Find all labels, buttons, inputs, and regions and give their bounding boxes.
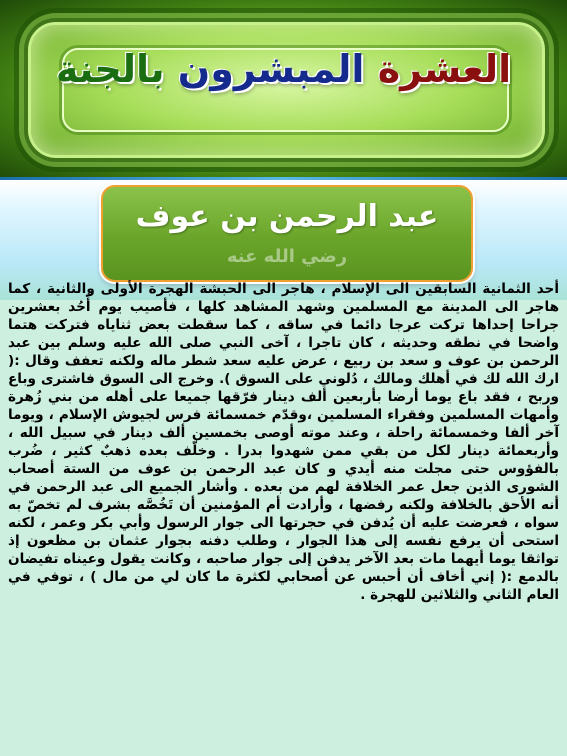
title-word-1: العشرة: [377, 47, 512, 91]
title-word-2: المبشرون: [177, 47, 365, 91]
header-banner: [0, 0, 567, 180]
companion-name: عبد الرحمن بن عوف: [135, 199, 439, 234]
biography-text: أحد الثمانية السابقين الى الإسلام ، هاجر الى الحبشة الهجرة الأولى والثانية ، كما هاجر الى المدينة مع المسلمين وشهد المشاهد كلها ، فأصيب يوم أُحُد بعشرين جراحا إحداها تركت عرجا دائما في ساقه ، كما سقطت بعض ثناياه فتركت هتما واضحا في نطقه وحديثه ، كان تاجرا ، آخى النبي صلى الله عليه وسلم بين عبد الرحمن بن عوف و سعد بن ربيع ، عرض عليه سعد شطر ماله ولكنه تعفف وقال :( ارك الله لك في أهلك ومالك ، دُلوني على السوق ). وخرج الى السوق فاشترى وباع وربح ، فقد باع يوما أرضا بأربعين ألف دينار فرّقها جميعا على أهله من بني زُهرة وأمهات المسلمين وفقراء المسلمين ،وقدّم خمسمائة فرس لجيوش الإسلام ، ويوما آخر ألفا وخمسمائة راحلة ، وعند موته أوصى بخمسين ألف دينار في سبيل الله ، وأربعمائة دينار لكل من بقي ممن شهدوا بدرا . وخلّف بعده ذهبٌ كثير ، ضُرب بالفؤوس حتى مجلت منه أيدي و كان عبد الرحمن بن عوف من الستة أصحاب الشورى الذين جعل عمر الخلافة لهم من بعده . وأشار الجميع الى عبد الرحمن في أنه الأحق بالخلافة ولكنه رفضها ، وأرادت أم المؤمنين أن تَخُصَّه بشرف لم تخصّ به سواه ، فعرضت عليه أن يُدفن في حجرتها الى جوار الرسول وأبي بكر وعمر ، لكنه استحى أن يرفع نفسه إلى هذا الجوار ، وطلب دفنه بجوار عثمان بن مظعون إذ تواثقا يوما أيهما مات بعد الآخر يدفن إلى جوار صاحبه ، وكانت يقول وعيناه تفيضان بالدمع :( إني أخاف أن أحبس عن أصحابي لكثرة ما كان لي من مال ) ، توفي في العام الثاني والثلاثين للهجرة .: [8, 281, 559, 603]
page-title: [0, 44, 567, 94]
title-word-3: بالجنة: [55, 47, 165, 91]
name-plate: [101, 185, 473, 282]
honorific-watermark: رضي الله عنه: [226, 246, 348, 267]
